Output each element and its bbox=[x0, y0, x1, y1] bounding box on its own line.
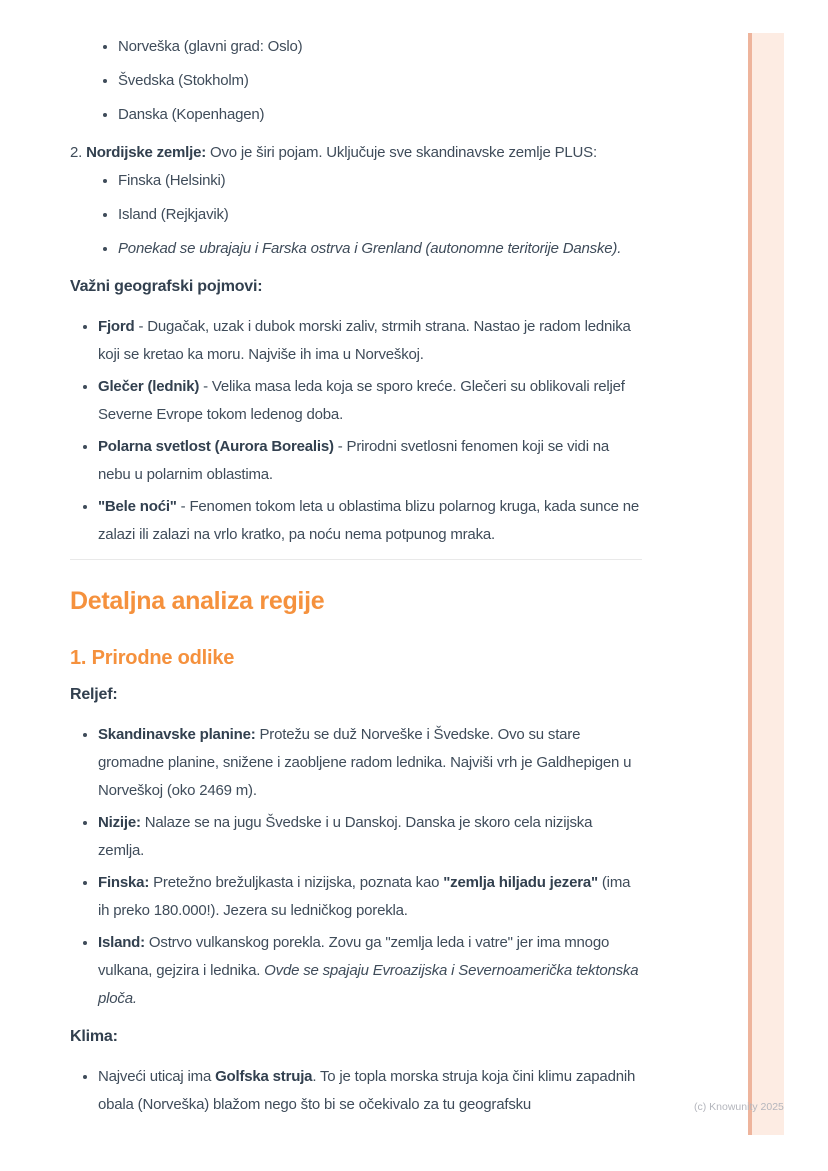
term-definition: - Dugačak, uzak i dubok morski zaliv, strmih strana. Nastao je radom lednika koji se kretao ka moru. Najviše ih ima u Norveškoj. bbox=[98, 318, 631, 363]
item-text: Ovo je širi pojam. Uključuje sve skandinavske zemlje PLUS: bbox=[206, 144, 597, 161]
page-edge-accent-strip bbox=[748, 33, 784, 1135]
term-definition: Nalaze se na jugu Švedske i u Danskoj. Danska je skoro cela nizijska zemlja. bbox=[98, 814, 593, 859]
term-definition: - Fenomen tokom leta u oblastima blizu polarnog kruga, kada sunce ne zalazi ili zalazi na vrlo kratko, pa noću nema potpunog mraka. bbox=[98, 498, 640, 543]
term: Skandinavske planine: bbox=[98, 726, 256, 743]
term-definition: Pretežno brežuljkasta i nizijska, poznata kao bbox=[149, 874, 444, 891]
list-item bbox=[118, 167, 642, 195]
list-item-note-italic: Ponekad se ubrajaju i Farska ostrva i Grenland (autonomne teritorije Danske). bbox=[118, 240, 622, 257]
item-number: 2. bbox=[70, 144, 87, 161]
numbered-item-nordic bbox=[70, 139, 642, 167]
geographic-terms-list bbox=[70, 313, 642, 549]
list-item-text: Island (Rejkjavik) bbox=[118, 206, 229, 223]
term: Glečer (lednik) bbox=[98, 378, 200, 395]
term-text: . To je topla morska struja koja čini klimu zapadnih obala (Norveška) blažom nego što bi se očekivalo za tu geografsku bbox=[98, 1068, 636, 1113]
term-item bbox=[98, 373, 642, 429]
term: Finska: bbox=[98, 874, 150, 891]
list-item-text: Švedska (Stokholm) bbox=[118, 72, 249, 89]
note-content bbox=[70, 33, 642, 1123]
section-label-klima: Klima: bbox=[70, 1028, 118, 1045]
scandinavian-countries-list bbox=[70, 33, 642, 129]
list-item-text: Danska (Kopenhagen) bbox=[118, 106, 265, 123]
term: Nizije: bbox=[98, 814, 141, 831]
section-label-reljef: Reljef: bbox=[70, 686, 118, 703]
term: "Bele noći" bbox=[98, 498, 177, 515]
term-item bbox=[98, 493, 642, 549]
term-definition: - Prirodni svetlosni fenomen koji se vidi na nebu u polarnim oblastima. bbox=[98, 438, 610, 483]
list-item bbox=[118, 201, 642, 229]
term-definition: (ima ih preko 180.000!). Jezera su ledničkog porekla. bbox=[98, 874, 631, 919]
term-item bbox=[98, 313, 642, 369]
term-text: Najveći uticaj ima bbox=[98, 1068, 216, 1085]
term-item bbox=[98, 809, 642, 865]
section-divider bbox=[70, 559, 642, 560]
list-item bbox=[118, 67, 642, 95]
klima-list bbox=[70, 1063, 642, 1119]
term-item bbox=[98, 869, 642, 925]
term-item bbox=[98, 721, 642, 805]
list-item bbox=[118, 101, 642, 129]
term-item bbox=[98, 1063, 642, 1119]
section-heading-detaljna-analiza: Detaljna analiza regije bbox=[70, 587, 325, 615]
list-item bbox=[118, 33, 642, 61]
section-label-pojmovi: Važni geografski pojmovi: bbox=[70, 278, 263, 295]
list-item-text: Finska (Helsinki) bbox=[118, 172, 226, 189]
term-definition: - Velika masa leda koja se sporo kreće. Glečeri su oblikovali reljef Severne Evrope tokom ledenog doba. bbox=[98, 378, 625, 423]
term-item bbox=[98, 929, 642, 1013]
term: Island: bbox=[98, 934, 145, 951]
term-definition: Ostrvo vulkanskog porekla. Zovu ga "zemlja leda i vatre" jer ima mnogo vulkana, gejzira i lednika. bbox=[98, 934, 610, 979]
reljef-list bbox=[70, 721, 642, 1013]
subsection-heading-prirodne-odlike: 1. Prirodne odlike bbox=[70, 647, 235, 669]
list-item bbox=[118, 235, 642, 263]
term: Polarna svetlost (Aurora Borealis) bbox=[98, 438, 334, 455]
item-term: Nordijske zemlje: bbox=[86, 144, 207, 161]
term-highlight: "zemlja hiljadu jezera" bbox=[443, 874, 598, 891]
copyright-watermark: (c) Knowunity 2025 bbox=[694, 1101, 784, 1113]
term: Fjord bbox=[98, 318, 135, 335]
term-item bbox=[98, 433, 642, 489]
term-note-italic: Ovde se spajaju Evroazijska i Severnoamerička tektonska ploča. bbox=[98, 962, 639, 1007]
list-item-text: Norveška (glavni grad: Oslo) bbox=[118, 38, 303, 55]
term-highlight: Golfska struja bbox=[215, 1068, 313, 1085]
term-definition: Protežu se duž Norveške i Švedske. Ovo su stare gromadne planine, snižene i zaobljene radom lednika. Najviši vrh je Galdhepigen u Norveškoj (oko 2469 m). bbox=[98, 726, 632, 799]
nordic-countries-list bbox=[70, 167, 642, 263]
